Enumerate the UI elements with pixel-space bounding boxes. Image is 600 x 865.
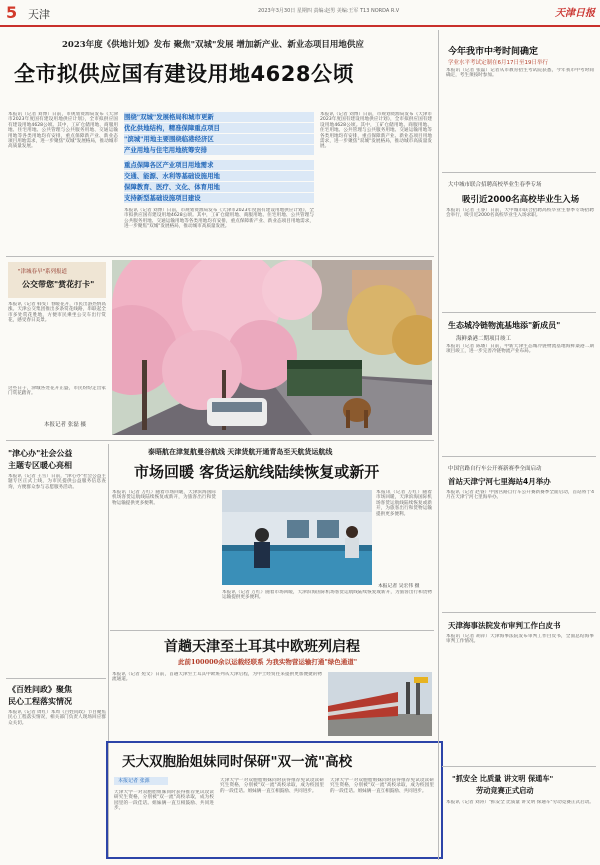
sidebar-story-title: 民心工程落实情况: [8, 697, 72, 706]
sidebar-story-title: 《百姓问政》聚焦: [8, 685, 72, 694]
market-kicker: 泰晤航在津复航曼谷航线 天津货航开通青岛至天航货运航线: [148, 447, 333, 456]
airport-counter-illustration: [222, 490, 372, 585]
cherry-blossom-illustration: [112, 260, 432, 435]
divider: [442, 612, 596, 613]
highlight-line: 围绕"双城"发展格局和城市更新: [124, 112, 314, 122]
airport-counter-photo: [222, 490, 372, 585]
divider: [442, 766, 596, 767]
rail-headline: 首趟天津至土耳其中欧班列启程: [164, 639, 360, 655]
right-story-body: 本报讯（记者 胡萍）天津海事法院发布审判工作白皮书，全面总结海事审判工作情况。: [446, 634, 594, 645]
rail-body: 本报讯（记者 苑文）日前，首趟天津至土耳其中欧班列从天津启程，为中土经贸往来提供更加便捷的物流通道。: [112, 672, 322, 683]
lead-highlights: [124, 112, 314, 204]
divider: [442, 172, 596, 173]
highlight-line: 产业用地与住宅用地统筹安排: [124, 145, 314, 155]
sidebar-story-title: "津心办"社会公益: [8, 449, 73, 458]
market-body-col3: 本报讯（记者 万红）随着市场回暖，天津滨海国际机场客货运航线陆续恢复或新开，为旅客出行和货物运输提供更多便利。: [376, 490, 432, 517]
publication-info: 2023年3月30日 星期四 责编:赵男 美编:王军 T13 NORDA R.V: [258, 8, 400, 14]
right-story-kicker: 大中城市联合招聘高校毕业生春季专场: [448, 182, 542, 188]
right-story-title: 今年我市中考时间确定: [448, 47, 539, 57]
sidebar-story-body: 本报讯（记者 王雪）日前，"津心办"社会公益主题专区正式上线，为市民提供公益服务信息查询，方便群众参与志愿服务活动。: [8, 474, 106, 490]
twins-body-col2: 天津大学一对双胞胎姐妹同时获得推荐免试攻读研究生资格，分别被"双一流"高校录取，成为校园里的一段佳话。姐妹俩一直互相鼓励、共同进步。: [220, 778, 324, 794]
highlight-line: 重点保障各区产业项目用地需求: [124, 160, 314, 170]
lead-kicker: 2023年度《供地计划》发布 聚焦"双城"发展 增加新产业、新业态项目用地供应: [62, 40, 364, 50]
right-story-title: 天津海事法院发布审判工作白皮书: [448, 621, 561, 630]
sidebar-story-body: 本报讯（记者 周红）本周《百姓问政》节目聚焦民心工程落实情况，相关部门负责人现场回应群众关切。: [8, 710, 106, 726]
section-name: 天津: [28, 8, 50, 21]
right-story-kicker: 中国宫路自行车公开赛新赛季全面启动: [448, 466, 542, 472]
photo-feature-kicker: "津城春早"系列报道: [18, 269, 68, 275]
highlight-line: 优化供地结构，精准保障重点项目: [124, 123, 314, 133]
freight-train-photo: [328, 672, 432, 736]
right-story-title: 劳动竞赛正式启动: [476, 786, 534, 795]
market-body-bottom: 本报讯（记者 万红）随着市场回暖，天津滨海国际机场客货运航线陆续恢复或新开，为旅客出行和货物运输提供更多便利。: [222, 590, 432, 601]
market-headline: 市场回暖 客货运航线陆续恢复或新开: [134, 463, 380, 481]
lead-body-col3: 本报讯（记者 刘博）日前，市规划资源局发布《天津市2023年度国有建设用地供应计划》，全市拟供应国有建设用地4628公顷。其中，工矿仓储用地、商服用地、住宅用地、公共管理与公共服务用地、交通运输用地等各类用地均有安排，重点保障新产业、新业态项目用地需求，进一步聚焦"双城"发展格局，推动城市高质量发展。: [320, 112, 432, 150]
market-credit: 本报记者 吴宏伟 摄: [378, 584, 420, 589]
right-story-title: "抓安全 比质量 讲文明 保通车": [452, 774, 554, 783]
highlight-line: 支持新型基础设施项目建设: [124, 193, 314, 203]
lead-headline: 全市拟供应国有建设用地4628公顷: [14, 62, 354, 86]
right-story-body: 本报讯（记者 刘涛）"抓安全 比质量 讲文明 保通车"劳动竞赛正式启动。: [446, 800, 594, 805]
header-rule: [0, 25, 600, 27]
right-story-body: 本报讯（记者 王睿）日前，大中城市联合招聘高校毕业生春季专场招聘会举行，吸引近2000名高校毕业生入场求职。: [446, 208, 594, 219]
photo-feature-title: 公交带您"赏花打卡": [22, 280, 95, 289]
right-story-title: 生态城冷链物流基地添"新成员": [448, 321, 561, 330]
sidebar-story-title: 主题专区暖心亮相: [8, 461, 72, 470]
twins-byline: 本报记者 张源: [114, 777, 168, 785]
divider: [442, 312, 596, 313]
right-story-title: 吸引近2000名高校毕业生入场: [462, 195, 580, 205]
rail-kicker: 此前100000余以运载经联系 为我实物营运输打通"绿色通道": [178, 658, 358, 666]
lead-body-col1: 本报讯（记者 刘博）日前，市规划资源局发布《天津市2023年度国有建设用地供应计划》，全市拟供应国有建设用地4628公顷。其中，工矿仓储用地、商服用地、住宅用地、公共管理与公共服务用地、交通运输用地等各类用地均有安排，重点保障新产业、新业态项目用地需求，进一步聚焦"双城"发展格局，推动城市高质量发展。: [8, 112, 118, 150]
divider: [442, 456, 596, 457]
lead-body-col2: 本报讯（记者 刘博）日前，市规划资源局发布《天津市2023年度国有建设用地供应计划》，全市拟供应国有建设用地4628公顷。其中，工矿仓储用地、商服用地、住宅用地、公共管理与公共服务用地、交通运输用地等各类用地均有安排，重点保障新产业、新业态项目用地需求，进一步聚焦"双城"发展格局，推动城市高质量发展。: [124, 208, 314, 230]
photo-credit: 本报记者 张磊 摄: [44, 422, 86, 428]
twins-body-col3: 天津大学一对双胞胎姐妹同时获得推荐免试攻读研究生资格，分别被"双一流"高校录取，成为校园里的一段佳话。姐妹俩一直互相鼓励、共同进步。: [330, 778, 434, 794]
twins-headline: 天大双胞胎姐妹同时保研"双一流"高校: [122, 754, 353, 770]
newspaper-logo: 天津日报: [555, 8, 595, 19]
right-story-body: 本报讯（记者 陈璠）日前，中新天津生态城冷链物流基地海鲜桑港二期项目竣工，进一步完善冷链物流产业布局。: [446, 344, 594, 355]
highlight-line: "滨城"用地主要围绕临港经济区: [124, 134, 314, 144]
cherry-blossom-photo: [112, 260, 432, 435]
market-body-col1: 本报讯（记者 万红）随着市场回暖，天津滨海国际机场客货运航线陆续恢复或新开，为旅客出行和货物运输提供更多便利。: [112, 490, 216, 506]
right-story-kicker: 海鲜桑港二期项目竣工: [456, 336, 512, 342]
divider: [6, 678, 106, 679]
divider: [6, 440, 434, 441]
highlight-line: 交通、能源、水利等基础设施用地: [124, 171, 314, 181]
photo-feature-body: 本报讯（记者 韩雯）春暖花开，市民出游热情高涨。天津公交集团推出多条赏花线路，串联起全市多处赏花胜地，方便市民乘坐公交车出行赏花，感受春日美景。: [8, 302, 106, 324]
freight-train-illustration: [328, 672, 432, 736]
right-story-kicker: 学业水平考试定制在6月17日至19日举行: [448, 60, 548, 66]
divider: [6, 256, 434, 257]
highlight-line: 保障教育、医疗、文化、体育用地: [124, 182, 314, 192]
divider: [110, 630, 434, 631]
photo-feature-caption: 这些日子，津城各处花开正盛，市民纷纷走出家门赏花踏青。: [8, 386, 106, 397]
right-story-title: 首站天津宁河七里海站4月举办: [448, 477, 551, 486]
column-rule: [438, 30, 439, 860]
right-story-body: 本报讯（记者 张磊）记者从市教育招生考试院获悉，今年我市中考时间确定，考生须按时参加。: [446, 68, 594, 79]
right-story-body: 本报讯（记者 赵睿）中国宫路自行车公开赛新赛季全面启动，首站将于4月在天津宁河七里海举办。: [446, 490, 594, 501]
page-number: 5: [6, 3, 18, 22]
photo-feature-title-box: [8, 262, 106, 298]
twins-body-col1: 天津大学一对双胞胎姐妹同时获得推荐免试攻读研究生资格，分别被"双一流"高校录取，成为校园里的一段佳话。姐妹俩一直互相鼓励、共同进步。: [114, 790, 214, 812]
